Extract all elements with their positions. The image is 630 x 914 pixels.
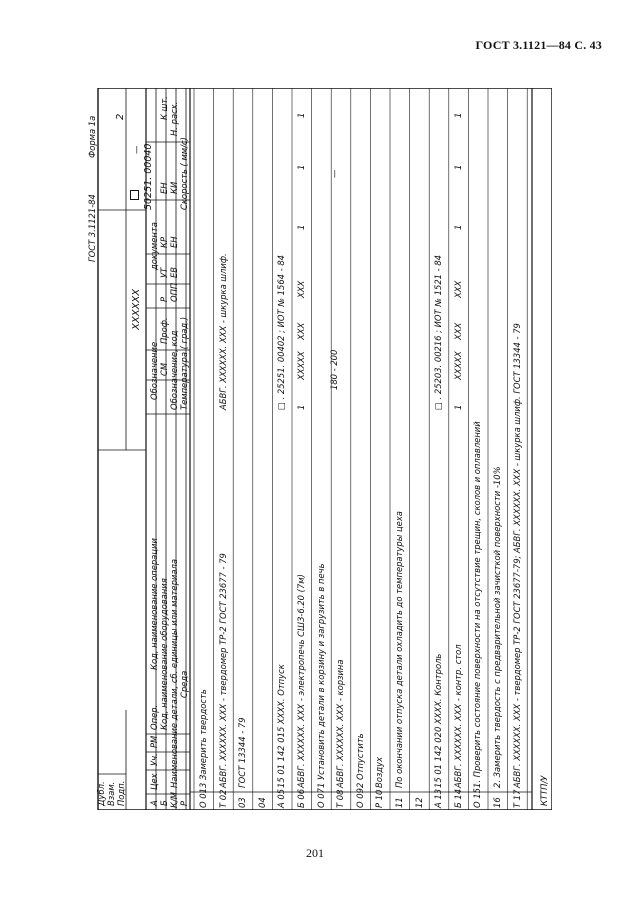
row-text: 2. Замерить твердость с предварительной зачисткой поверхности -10% [492,466,502,788]
row-value: ХХХХХ [452,351,463,380]
head-r: Р [159,296,169,302]
sheet-number: 2 [115,113,126,120]
row-number: Р 10 [374,789,385,808]
row-value: 1 [452,404,463,410]
row-value: ХХХХХ [296,351,306,380]
row-value: ХХХ [452,280,463,298]
route-card-form [86,88,552,810]
row-extra: □ . 25203. 00216 ; ИОТ № 1521 - 84 [433,255,444,410]
row-text: АБВГ. ХХХХХХ. ХХХ - электропечь СШЗ-6.20 (7м) [296,574,306,788]
row-text: ГОСТ 13344 - 79 [237,717,248,788]
standard-label: ГОСТ 3.1121-84 [87,194,97,262]
footer-code: КТТП/У [539,775,549,806]
head-opp: ОПП [169,282,179,302]
head-kpart: К шт. [159,96,169,120]
head-kr: КР [159,237,169,248]
row-text: 2 Отпустить [354,733,365,788]
row-tag-p: Р [179,800,189,806]
row-value: ХХХ [452,322,463,340]
form-label: Форма 1а [87,115,97,158]
head-en: ЕН [159,182,169,194]
row-number: 12 [413,797,424,808]
row-number: О 15 [472,788,483,808]
head-detail-name: Наименование детали, сб. единицы или материала [169,559,179,788]
row-tag-km: К/М [169,792,179,808]
row-number: Б 06 [296,788,306,808]
row-value: 1 [296,164,306,170]
row-number: А 05 [276,788,287,808]
route-card-sheet [86,88,552,810]
row-extra: АБВГ. ХХХХХХ. ХХХ - шкурка шлиф. [217,253,228,410]
row-value: 1 [296,224,306,230]
row-number: Т 17 [511,789,522,808]
head-equipment: Код, наименование оборудования [159,578,169,730]
head-ki: КИ [169,181,179,194]
page-number: 201 [306,846,324,860]
row-tag-b: Б [159,800,169,806]
page-header: ГОСТ 3.1121—84 С. 43 [475,38,602,52]
head-ev: ЕВ [169,266,179,278]
head-ceh: Цех [149,773,159,790]
head-sm: СМ [159,362,169,376]
sheet-total: — [131,145,141,154]
row-text: Воздух [374,756,385,788]
row-number: О 01 [198,788,208,808]
document-code: ХХХХХХ [131,288,142,330]
row-value: 1 [452,112,463,118]
row-number: А 13 [433,788,444,808]
row-number: 04 [256,797,267,808]
row-value: ХХХ [296,322,306,340]
head-en2: ЕН [169,236,179,248]
row-number: Т 08 [335,789,346,808]
row-text: По окончании отпуска детали охладить до температуры цеха [394,511,404,788]
row-text: АБВГ. ХХХХХХ. ХХХ - контр. стол [452,644,463,788]
head-ut: УТ [159,267,169,278]
podp-label: Подп. [116,780,126,806]
head-designation: Обозначение [149,341,159,400]
row-text: 15 01 142 015 ХХХХ. Отпуск [276,664,287,788]
row-text: АБВГ. ХХХХХХ. ХХХ - корзина [335,659,346,788]
row-value: 1 [452,224,463,230]
row-value: 1 [452,164,463,170]
temperature-mark: — [329,169,339,178]
doc-box-icon [130,190,139,200]
head-document: документа [149,222,159,270]
document-number: 50251. 00040 [143,143,154,210]
head-temperature: Температура ( град.) [179,316,189,410]
head-operation: Код, наименование операции [149,538,159,670]
row-number: Т 02 [217,789,228,808]
row-number: 03 [237,797,248,808]
head-prof: Проф. [159,317,169,344]
row-extra: □ . 25251. 00402 ; ИОТ № 1564 - 84 [276,255,287,410]
vzam-label: Взам. [106,781,116,806]
head-designation-code: Обозначение, код [169,330,179,410]
row-text: 15 01 142 020 ХХХХ. Контроль [433,653,444,788]
row-number: 11 [394,797,404,808]
row-value: 1 [296,112,306,118]
row-value: 1 [296,404,306,410]
row-value: ХХХ [296,280,306,298]
dubl-label: Дубл. [96,781,106,806]
row-text: 3 Замерить твердость [198,689,208,788]
row-number: О 09 [354,788,365,808]
row-number: Б 14 [452,788,463,808]
head-nrash: Н. расх. [169,101,179,136]
head-uch: Уч. [149,753,159,766]
row-text: 1. Проверить состояние поверхности на отсутствие трещин, сколов и оплавлений [472,421,483,788]
row-tag-a: А [149,800,159,806]
row-text: 1 Установить детали в корзину и загрузить в печь [315,563,326,788]
head-medium: Среда [179,670,189,698]
row-number: О 07 [315,788,326,808]
head-rm: РМ [149,735,159,748]
row-text: АБВГ. ХХХХХХ. ХХХ - твердомер ТР-2 ГОСТ 23677-79; АБВГ. ХХХХХХ. ХХХ - шкурка шлиф. ГОСТ 13344 - 79 [511,323,522,788]
head-speed: Скорость ( мм/с) [179,137,189,210]
row-text: АБВГ. ХХХХХХ. ХХХ - твердомер ТР-2 ГОСТ 23677 - 79 [217,553,228,788]
row-number: 16 [492,797,502,808]
head-oper: Опер. [149,704,159,730]
temperature-value: 180 - 200 [329,349,339,390]
